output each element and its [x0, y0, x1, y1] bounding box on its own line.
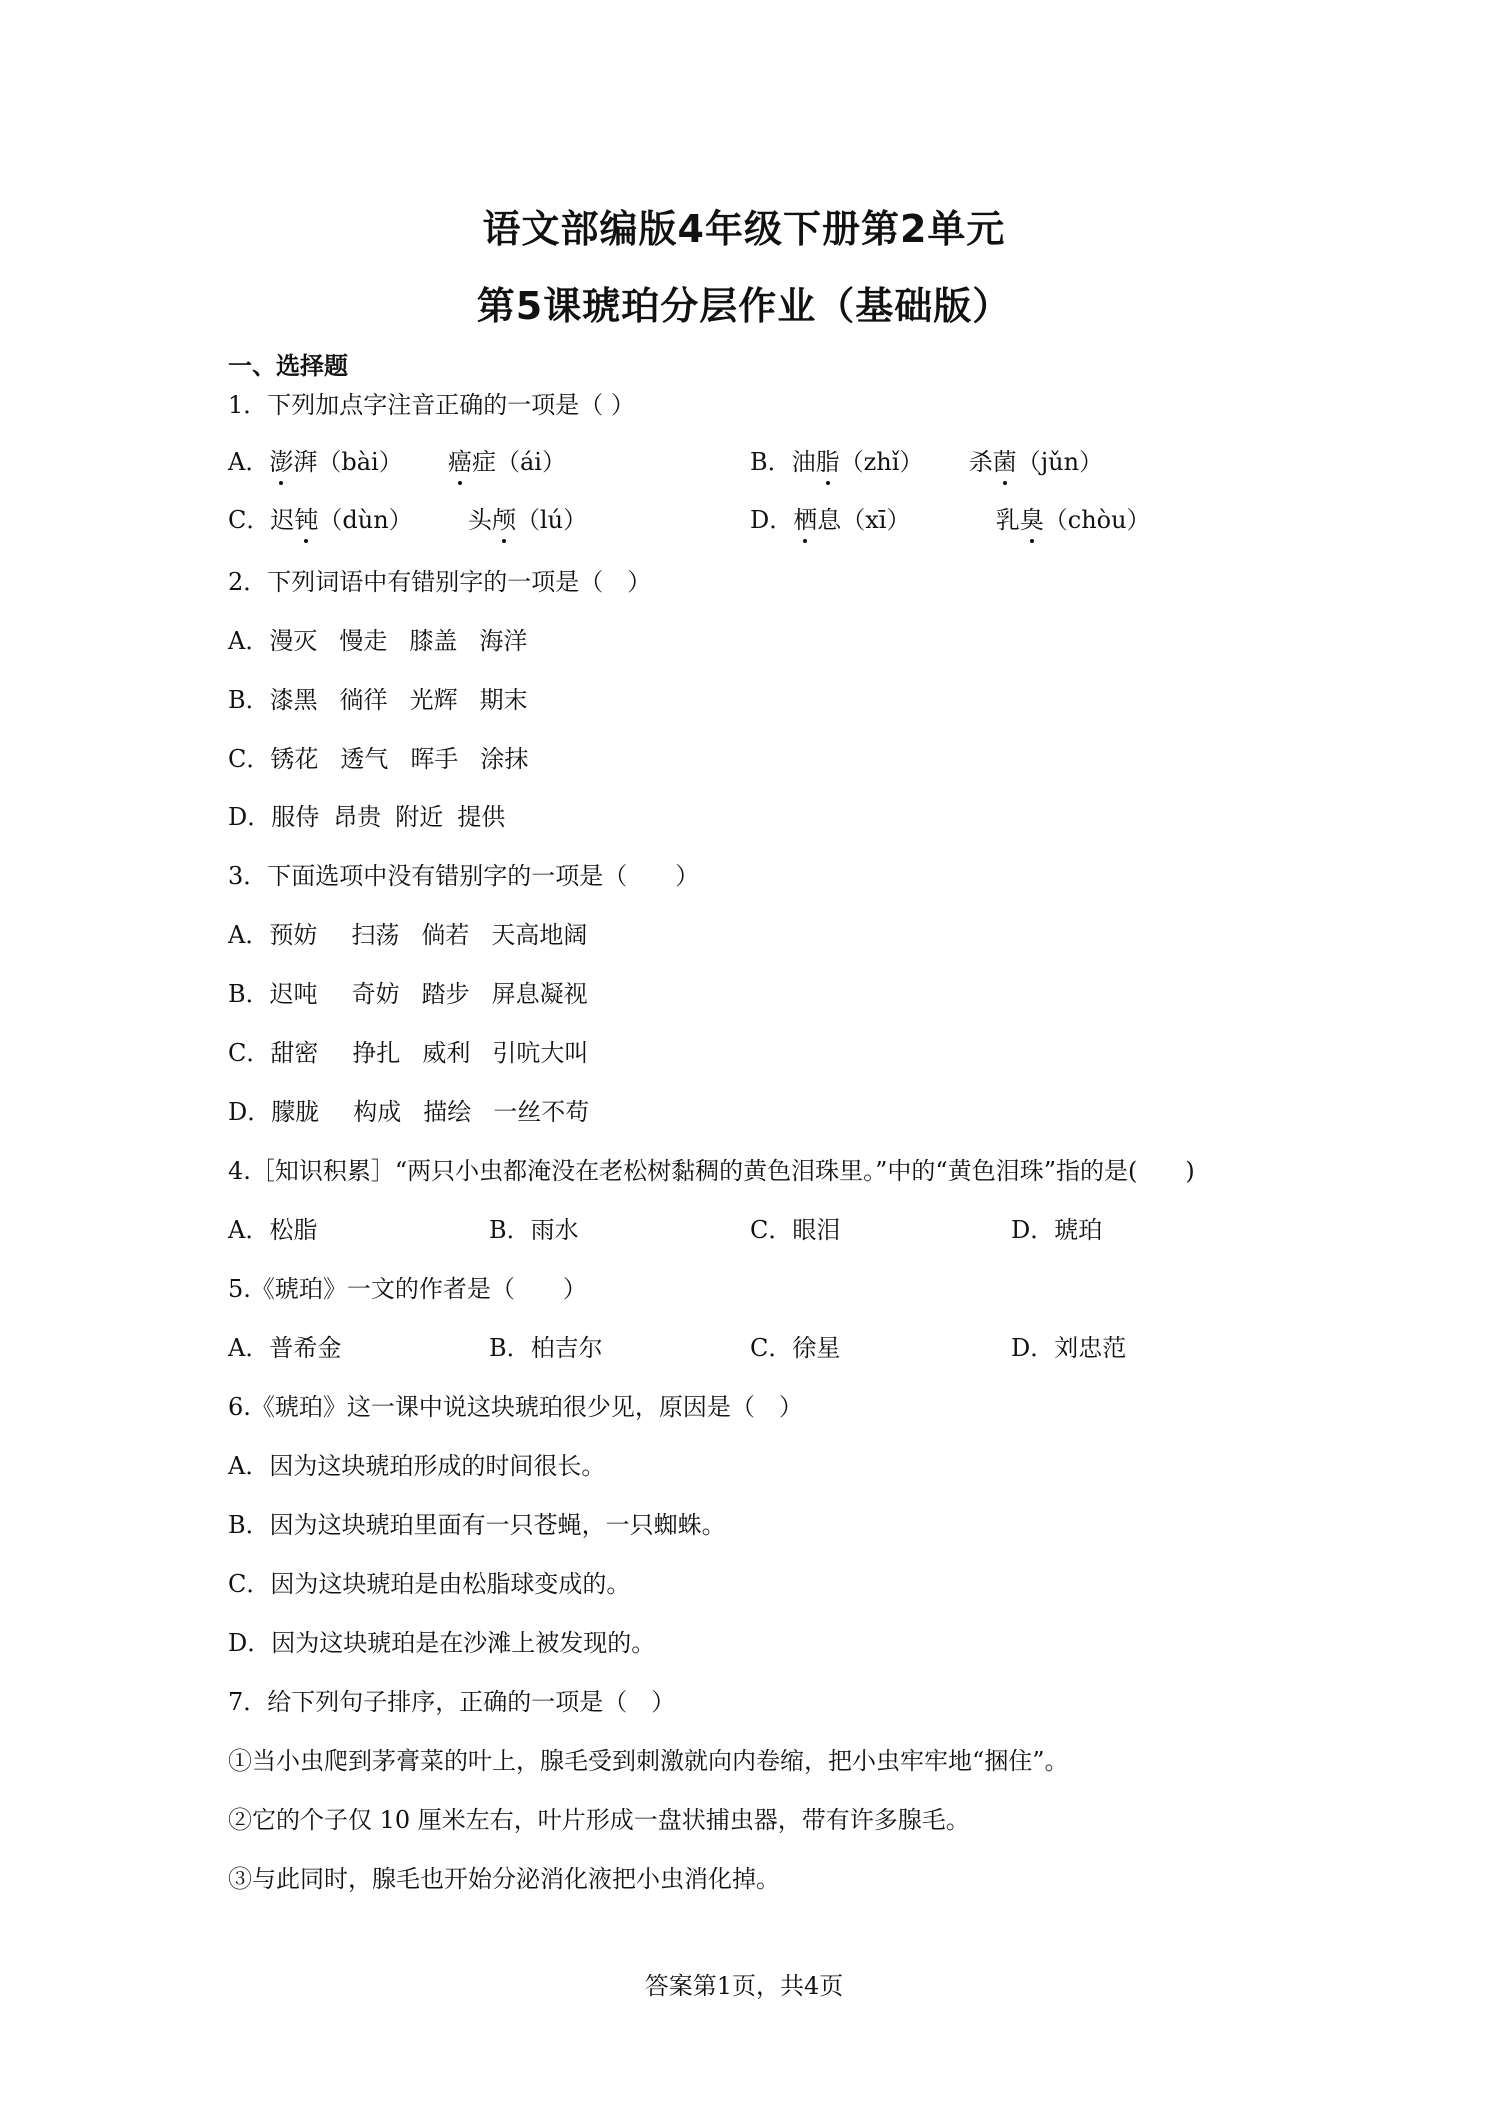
q2-option-c: C．锈花 透气 晖手 涂抹 [228, 745, 529, 773]
q5-option-a: A．普希金 [228, 1334, 342, 1362]
page-subtitle: 第5课琥珀分层作业（基础版） [476, 284, 1012, 328]
q4-option-d: D．琥珀 [1011, 1216, 1103, 1244]
question-2-stem: 2．下列词语中有错别字的一项是（ ） [228, 568, 652, 596]
q6-option-b: B．因为这块琥珀里面有一只苍蝇，一只蜘蛛。 [228, 1511, 726, 1539]
question-4-stem: 4.［知识积累］“两只小虫都淹没在老松树黏稠的黄色泪珠里。”中的“黄色泪珠”指的是( ) [228, 1157, 1195, 1185]
q6-option-a: A．因为这块琥珀形成的时间很长。 [228, 1452, 606, 1480]
q3-option-b: B．迟吨 奇妨 踏步 屏息凝视 [228, 980, 588, 1008]
q2-option-d: D．服侍 昂贵 附近 提供 [228, 803, 506, 831]
q6-option-c: C．因为这块琥珀是由松脂球变成的。 [228, 1570, 631, 1598]
q1-option-b: B．油脂（zhǐ） 杀菌（jǔn） [750, 448, 1104, 476]
q7-sentence-3: ③与此同时，腺毛也开始分泌消化液把小虫消化掉。 [228, 1865, 780, 1893]
q1-option-c: C．迟钝（dùn） 头颅（lú） [228, 506, 588, 534]
page-footer: 答案第1页，共4页 [644, 1972, 844, 2000]
question-5-stem: 5.《琥珀》一文的作者是（ ） [228, 1275, 587, 1303]
q6-option-d: D．因为这块琥珀是在沙滩上被发现的。 [228, 1629, 656, 1657]
q2-option-b: B．漆黑 徜徉 光辉 期末 [228, 686, 528, 714]
question-3-stem: 3．下面选项中没有错别字的一项是（ ） [228, 862, 700, 890]
q1-option-d: D．栖息（xī） 乳臭（chòu） [750, 506, 1151, 534]
q1-option-a: A．澎湃（bài） 癌症（ái） [228, 448, 566, 476]
q5-option-d: D．刘忠范 [1011, 1334, 1127, 1362]
q4-option-c: C．眼泪 [750, 1216, 841, 1244]
q5-option-b: B．柏吉尔 [489, 1334, 603, 1362]
q2-option-a: A．漫灭 慢走 膝盖 海洋 [228, 627, 528, 655]
q7-sentence-1: ①当小虫爬到茅膏菜的叶上，腺毛受到刺激就向内卷缩，把小虫牢牢地“捆住”。 [228, 1747, 1069, 1775]
q7-sentence-2: ②它的个子仅 10 厘米左右，叶片形成一盘状捕虫器，带有许多腺毛。 [228, 1806, 970, 1834]
q5-option-c: C．徐星 [750, 1334, 841, 1362]
q4-option-b: B．雨水 [489, 1216, 579, 1244]
question-7-stem: 7．给下列句子排序，正确的一项是（ ） [228, 1688, 676, 1716]
section-heading: 一、选择题 [228, 352, 348, 380]
q3-option-a: A．预妨 扫荡 倘若 天高地阔 [228, 921, 588, 949]
q3-option-d: D．朦胧 构成 描绘 一丝不苟 [228, 1098, 590, 1126]
question-1-stem: 1．下列加点字注音正确的一项是（ ） [228, 391, 635, 419]
question-6-stem: 6.《琥珀》这一课中说这块琥珀很少见，原因是（ ） [228, 1393, 803, 1421]
page-title: 语文部编版4年级下册第2单元 [482, 207, 1006, 251]
q3-option-c: C．甜密 挣扎 威利 引吭大叫 [228, 1039, 589, 1067]
q4-option-a: A．松脂 [228, 1216, 318, 1244]
